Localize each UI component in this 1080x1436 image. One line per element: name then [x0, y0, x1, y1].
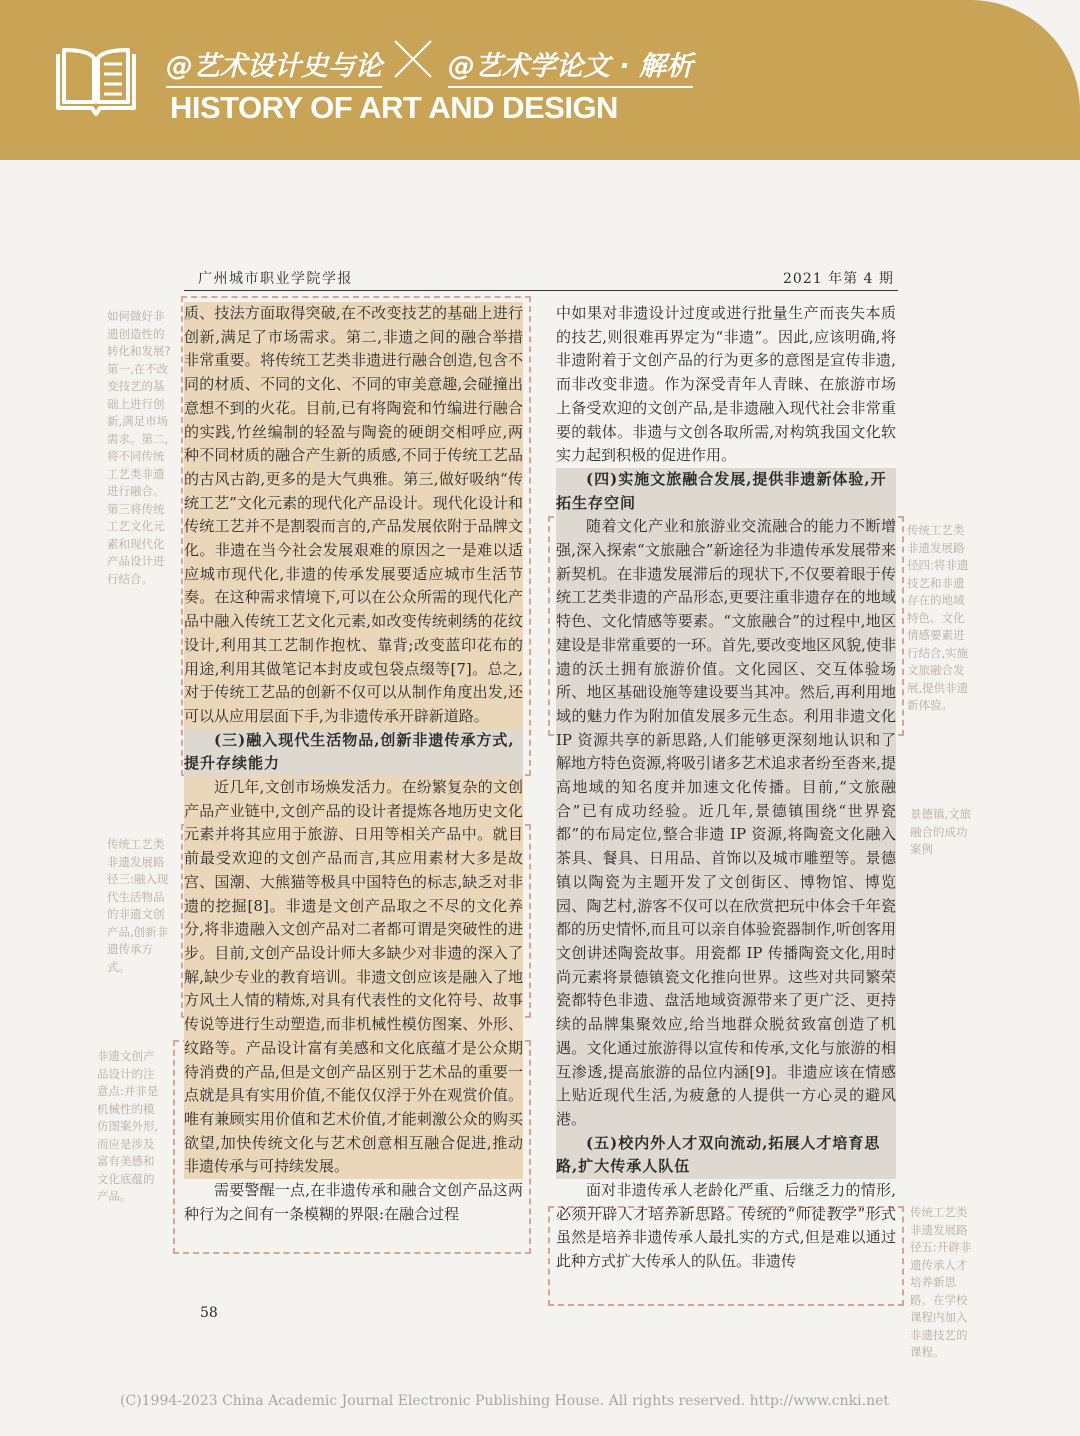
section-heading: (五)校内外人才双向流动,拓展人才培育思路,扩大传承人队伍 [556, 1132, 896, 1179]
body-paragraph: 需要警醒一点,在非遗传承和融合文创产品这两种行为之间有一条模糊的界限:在融合过程 [184, 1181, 523, 1223]
account-handle-left: @艺术设计史与论 [166, 44, 382, 80]
body-paragraph: 质、技法方面取得突破,在不改变技艺的基础上进行创新,满足了市场需求。第二,非遗之间的融合举措非常重要。将传统工艺类非遗进行融合创造,包含不同的材质、不同的文化、不同的审美意趣,会碰撞出意想不到的火花。目前,已有将陶瓷和竹编进行融合的实践,竹丝编制的轻盈与陶瓷的硬朗交相呼应,两种不同材质的融合产生新的质感,不同于传统工艺品的古风古韵,更多的是大气典雅。第三,做好吸纳“传统工艺”文化元素的现代化产品设计。现代化设计和传统工艺并不是割裂而言的,产品发展依附于品牌文化。非遗在当今社会发展艰难的原因之一是难以适应城市现代化,非遗的传承发展要适应城市生活节奏。在这种需求情境下,可以在公众所需的现代化产品中融入传统工艺文化元素,如改变传统刺绣的花纹设计,利用其工艺制作抱枕、靠背;改变蓝印花布的用途,利用其做笔记本封皮或包袋点缀等[7]。总之,对于传统工艺品的创新不仅可以从制作角度出发,还可以从应用层面下手,为非遗传承开辟新道路。 [184, 302, 523, 729]
body-paragraph: 近几年,文创市场焕发活力。在纷繁复杂的文创产品产业链中,文创产品的设计者提炼各地历史文化元素并将其应用于旅游、日用等相关产品中。就目前最受欢迎的文创产品而言,其应用素材大多是故宫、国潮、大熊猫等极具中国特色的标志,缺乏对非遗的挖掘[8]。非遗是文创产品取之不尽的文化养分,将非遗融入文创产品对二者都可谓是突破性的进步。目前,文创产品设计师大多缺少对非遗的深入了解,缺少专业的教育培训。非遗文创应该是融入了地方风土人情的精炼,对具有代表性的文化符号、故事传说等进行生动塑造,而非机械性模仿图案、外形、纹路等。产品设计富有美感和文化底蕴才是公众期待消费的产品,但是文创产品区别于艺术品的重要一点就是具有实用价值,不能仅仅浮于外在观赏价值。唯有兼顾实用价值和艺术价值,才能刺激公众的购买欲望,加快传统文化与艺术创意相互融合促进,推动非遗传承与可持续发展。 [184, 776, 523, 1179]
copyright-notice: (C)1994-2023 China Academic Journal Electronic Publishing House. All rights reserved. http://www.cnki.net [120, 1393, 890, 1409]
section-heading: (四)实施文旅融合发展,提供非遗新体验,开拓生存空间 [556, 468, 896, 515]
body-paragraph: 随着文化产业和旅游业交流融合的能力不断增强,深入探索“文旅融合”新途径为非遗传承发展带来新契机。在非遗发展滞后的现状下,不仅要着眼于传统工艺类非遗的产品形态,更要注重非遗存在的地域特色、文化情感等要素。“文旅融合”的过程中,地区建设是非常重要的一环。首先,要改变地区风貌,使非遗的沃土拥有旅游价值。文化园区、交互体验场所、地区基础设施等建设要当其冲。然后,再利用地域的魅力作为附加值发展多元生态。利用非遗文化 IP 资源共享的新思路,人们能够更深刻地认识和了解地方特色资源,将吸引诸多艺术追求者纷至沓来,提高地域的知名度并加速文化传播。目前,“文旅融合”已有成功经验。近几年,景德镇围绕“世界瓷都”的布局定位,整合非遗 IP 资源,将陶瓷文化融入茶具、餐具、日用品、首饰以及城市雕塑等。景德镇以陶瓷为主题开发了文创街区、博物馆、博览园、陶艺村,游客不仅可以在欣赏把玩中体会千年瓷都的历史情怀,而且可以亲自体验瓷器制作,听创客用文创讲述陶瓷故事。用瓷都 IP 传播陶瓷文化,用时尚元素将景德镇瓷文化推向世界。这些对共同繁荣瓷都特色非遗、盘活地域资源带来了更广泛、更持续的品牌集聚效应,给当地群众脱贫致富创造了机遇。文化通过旅游得以宣传和传承,文化与旅游的相互渗透,提高旅游的品位内涵[9]。非遗应该在情感上贴近现代生活,为疲惫的人提供一方心灵的避风港。 [556, 515, 896, 1131]
left-column [184, 302, 523, 1226]
body-paragraph: 中如果对非遗设计过度或进行批量生产而丧失本质的技艺,则很难再界定为“非遗”。因此,应该明确,将非遗附着于文创产品的行为更多的意图是宣传非遗,而非改变非遗。作为深受青年人青睐、在旅游市场上备受欢迎的文创产品,是非遗融入现代社会非常重要的载体。非遗与文创各取所需,对构筑我国文化软实力起到积极的促进作用。 [556, 304, 896, 465]
journal-name: 广州城市职业学院学报 [198, 271, 353, 287]
side-note: 传统工艺类非遗发展路径三:融入现代生活物品的非遗文创产品,创新非遗传承方式。 [107, 837, 169, 974]
page-number: 58 [200, 1305, 218, 1321]
open-book-icon [50, 46, 142, 118]
header-banner [0, 0, 1080, 160]
side-note: 景德镇,文旅融合的成功案例 [910, 807, 972, 856]
cross-icon [392, 38, 434, 80]
side-note: 非遗文创产品设计的注意点:并非是机械性的模仿图案外形,而应是涉及富有美感和文化底蕴的产品。 [97, 1049, 159, 1203]
side-note: 传统工艺类非遗发展路径五:开辟非遗传承人才培养新思路。在学校课程内加入非遗技艺的课程。 [910, 1205, 972, 1359]
side-note: 传统工艺类非遗发展路径四:将非遗技艺和非遗存在的地域特色、文化情感要素进行结合,实施文旅融合发展,提供非遗新体验。 [907, 523, 969, 712]
header-rule [184, 290, 898, 291]
banner-title: HISTORY OF ART AND DESIGN [170, 90, 618, 125]
body-paragraph: 面对非遗传承人老龄化严重、后继乏力的情形,必须开辟人才培养新思路。传统的“师徒教学”形式虽然是培养非遗传承人最扎实的方式,但是难以通过此种方式扩大传承人的队伍。非遗传 [556, 1181, 896, 1271]
side-note: 如何做好非遗创造性的转化和发展?第一,在不改变技艺的基础上进行创新,满足市场需求。第二,将不同传统工艺类非遗进行融合。第三将传统工艺文化元素和现代化产品设计进行结合。 [107, 309, 171, 586]
account-handle-right: @艺术学论文 · 解析 [448, 44, 693, 80]
right-column [556, 302, 896, 1274]
section-heading: (三)融入现代生活物品,创新非遗传承方式,提升存续能力 [184, 729, 523, 776]
journal-issue: 2021 年第 4 期 [783, 271, 894, 287]
